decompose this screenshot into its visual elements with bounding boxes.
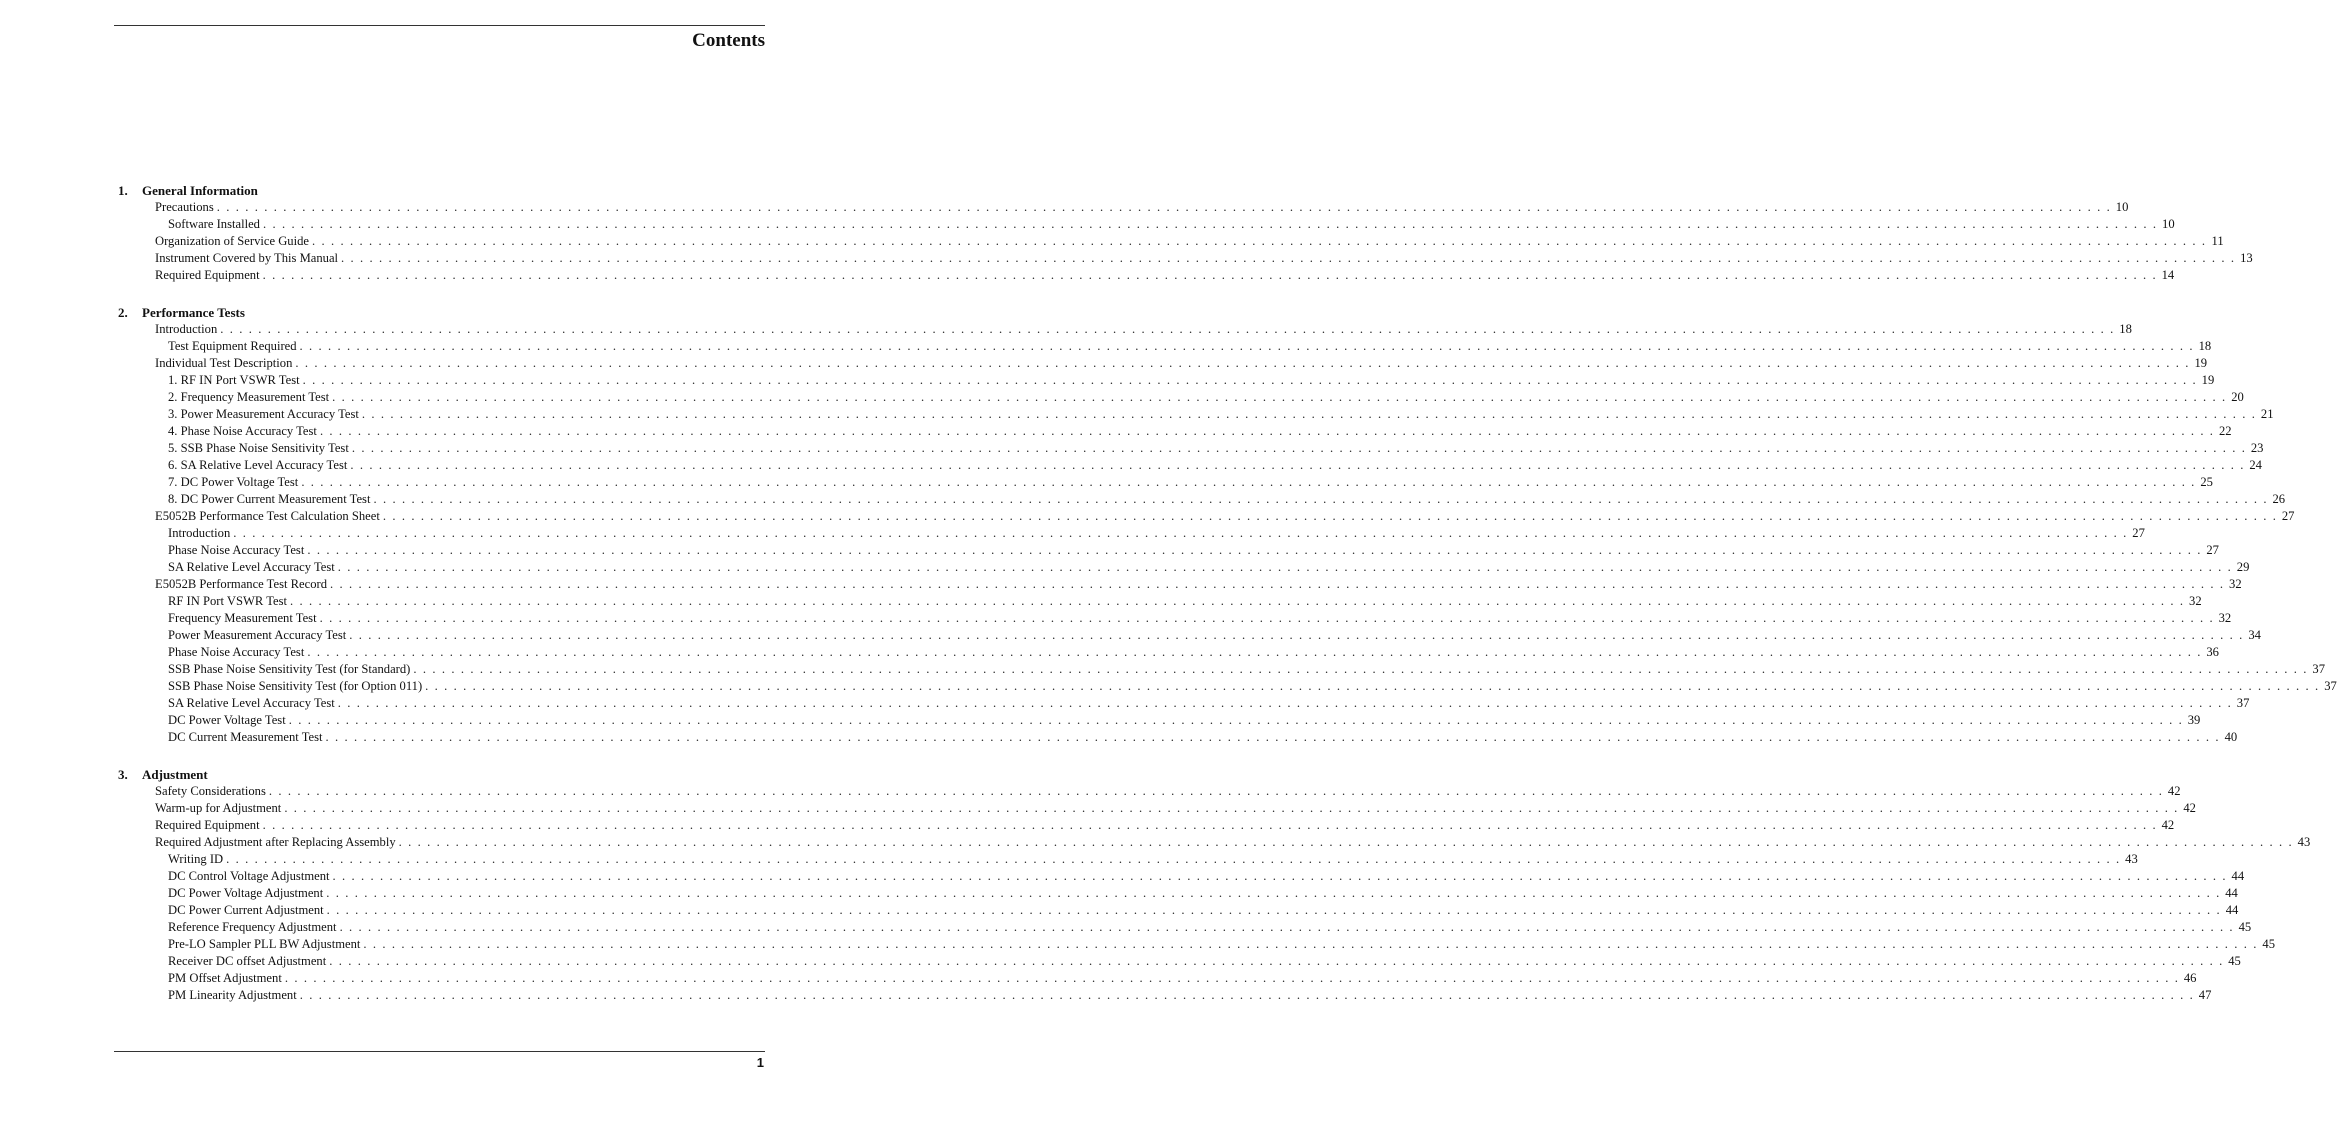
toc-entry[interactable] [118,834,2311,851]
dot-leader: . . . . . . . . . . . . . . . . . . . . . . . . . . . . . . . . . . . . . . . . . . . . . . . . . . . . . . . . . . . . . . . . . . . . . . . . . . . . . . . . . . . . . . . . . . . . . . . . . . . . . . . . . . . . . . . . . . . . . . . . . . . . . . . . . . . . . . . . . . . . . . . . . . . . . . . . . . . . . . . . . . . . . . . . . . . . . . . . . . . . . . . . . . . . . . . . . . . . . . . . [382,509,2278,523]
toc-entry[interactable] [118,525,2145,542]
dot-leader: . . . . . . . . . . . . . . . . . . . . . . . . . . . . . . . . . . . . . . . . . . . . . . . . . . . . . . . . . . . . . . . . . . . . . . . . . . . . . . . . . . . . . . . . . . . . . . . . . . . . . . . . . . . . . . . . . . . . . . . . . . . . . . . . . . . . . . . . . . . . . . . . . . . . . . . . . . . . . . . . . . . . . . . . . . . . . . . . . . . . . . . . . . . . . . . . . . . . . . . . [299,339,2195,353]
toc-entry[interactable] [118,661,2325,678]
toc-entry[interactable] [118,644,2219,661]
toc-entry[interactable] [118,695,2250,712]
dot-leader: . . . . . . . . . . . . . . . . . . . . . . . . . . . . . . . . . . . . . . . . . . . . . . . . . . . . . . . . . . . . . . . . . . . . . . . . . . . . . . . . . . . . . . . . . . . . . . . . . . . . . . . . . . . . . . . . . . . . . . . . . . . . . . . . . . . . . . . . . . . . . . . . . . . . . . . . . . . . . . . . . . . . . . . . . . . . . . . . . . . . . . . . . . . . . . . . . . . . . . . . [307,645,2202,659]
toc-entry-label: Receiver DC offset Adjustment [168,954,327,968]
dot-leader: . . . . . . . . . . . . . . . . . . . . . . . . . . . . . . . . . . . . . . . . . . . . . . . . . . . . . . . . . . . . . . . . . . . . . . . . . . . . . . . . . . . . . . . . . . . . . . . . . . . . . . . . . . . . . . . . . . . . . . . . . . . . . . . . . . . . . . . . . . . . . . . . . . . . . . . . . . . . . . . . . . . . . . . . . . . . . . . . . . . . . . . . . . . . . . . . . . . . . . . . [312,234,2207,248]
toc-entry[interactable] [118,474,2213,491]
toc-entry[interactable] [118,868,2245,885]
toc-entry-page: 11 [2211,234,2224,248]
dot-leader: . . . . . . . . . . . . . . . . . . . . . . . . . . . . . . . . . . . . . . . . . . . . . . . . . . . . . . . . . . . . . . . . . . . . . . . . . . . . . . . . . . . . . . . . . . . . . . . . . . . . . . . . . . . . . . . . . . . . . . . . . . . . . . . . . . . . . . . . . . . . . . . . . . . . . . . . . . . . . . . . . . . . . . . . . . . . . . . . . . . . . . . . . . . . . . . . . . . . . . . . [262,268,2158,282]
toc-entry[interactable] [118,389,2244,406]
toc-entry[interactable] [118,199,2129,216]
toc-entry-page: 44 [2231,869,2245,883]
toc-entry-label: Organization of Service Guide [155,234,309,248]
toc-entry-label: 1. RF IN Port VSWR Test [168,373,300,387]
toc-entry-label: 6. SA Relative Level Accuracy Test [168,458,348,472]
toc-entry-label: 8. DC Power Current Measurement Test [168,492,371,506]
toc-chapter [118,766,2311,1004]
toc-entry[interactable] [118,885,2238,902]
dot-leader: . . . . . . . . . . . . . . . . . . . . . . . . . . . . . . . . . . . . . . . . . . . . . . . . . . . . . . . . . . . . . . . . . . . . . . . . . . . . . . . . . . . . . . . . . . . . . . . . . . . . . . . . . . . . . . . . . . . . . . . . . . . . . . . . . . . . . . . . . . . . . . . . . . . . . . . . . . . . . . . . . . . . . . . . . . . . . . . . . . . . . . . . . . . . . . . . . . . . . . . . [262,217,2158,231]
toc-entry[interactable] [118,783,2181,800]
toc-entry-page: 29 [2236,560,2250,574]
toc-entry[interactable] [118,457,2262,474]
toc-entry[interactable] [118,321,2132,338]
toc-entry-page: 45 [2262,937,2276,951]
chapter-number: 3. [118,767,128,782]
toc-entry-label: Test Equipment Required [168,339,297,353]
toc-entry-page: 27 [2206,543,2219,557]
toc-entry-page: 37 [2324,679,2337,693]
chapter-heading[interactable] [118,304,765,321]
toc-entry-label: Individual Test Description [155,356,293,370]
toc-entry[interactable] [118,491,2286,508]
toc-entry-label: PM Offset Adjustment [168,971,282,985]
dot-leader: . . . . . . . . . . . . . . . . . . . . . . . . . . . . . . . . . . . . . . . . . . . . . . . . . . . . . . . . . . . . . . . . . . . . . . . . . . . . . . . . . . . . . . . . . . . . . . . . . . . . . . . . . . . . . . . . . . . . . . . . . . . . . . . . . . . . . . . . . . . . . . . . . . . . . . . . . . . . . . . . . . . . . . . . . . . . . . . . . . . . . . . . . . . . . . . . . . . . . . . . [307,543,2202,557]
toc-entry[interactable] [118,902,2239,919]
dot-leader: . . . . . . . . . . . . . . . . . . . . . . . . . . . . . . . . . . . . . . . . . . . . . . . . . . . . . . . . . . . . . . . . . . . . . . . . . . . . . . . . . . . . . . . . . . . . . . . . . . . . . . . . . . . . . . . . . . . . . . . . . . . . . . . . . . . . . . . . . . . . . . . . . . . . . . . . . . . . . . . . . . . . . . . . . . . . . . . . . . . . . . . . . . . . . . . . . . . . . . . . [329,954,2224,968]
toc-entry-page: 36 [2206,645,2219,659]
toc-entry-label: 7. DC Power Voltage Test [168,475,299,489]
toc-entry-label: Power Measurement Accuracy Test [168,628,347,642]
toc-entry-label: Writing ID [168,852,224,866]
toc-entry[interactable] [118,800,2196,817]
toc-entry-label: Pre-LO Sampler PLL BW Adjustment [168,937,361,951]
dot-leader: . . . . . . . . . . . . . . . . . . . . . . . . . . . . . . . . . . . . . . . . . . . . . . . . . . . . . . . . . . . . . . . . . . . . . . . . . . . . . . . . . . . . . . . . . . . . . . . . . . . . . . . . . . . . . . . . . . . . . . . . . . . . . . . . . . . . . . . . . . . . . . . . . . . . . . . . . . . . . . . . . . . . . . . . . . . . . . . . . . . . . . . . . . . . . . . . . . . . . . . . [361,407,2257,421]
dot-leader: . . . . . . . . . . . . . . . . . . . . . . . . . . . . . . . . . . . . . . . . . . . . . . . . . . . . . . . . . . . . . . . . . . . . . . . . . . . . . . . . . . . . . . . . . . . . . . . . . . . . . . . . . . . . . . . . . . . . . . . . . . . . . . . . . . . . . . . . . . . . . . . . . . . . . . . . . . . . . . . . . . . . . . . . . . . . . . . . . . . . . . . . . . . . . . . . . . . . . . . . [351,441,2247,455]
toc-entry-label: Introduction [155,322,218,336]
toc-entry-label: SSB Phase Noise Sensitivity Test (for Option 011) [168,679,423,693]
dot-leader: . . . . . . . . . . . . . . . . . . . . . . . . . . . . . . . . . . . . . . . . . . . . . . . . . . . . . . . . . . . . . . . . . . . . . . . . . . . . . . . . . . . . . . . . . . . . . . . . . . . . . . . . . . . . . . . . . . . . . . . . . . . . . . . . . . . . . . . . . . . . . . . . . . . . . . . . . . . . . . . . . . . . . . . . . . . . . . . . . . . . . . . . . . . . . . . . . . . . . . . . [299,988,2195,1002]
toc-entry-label: Precautions [155,200,214,214]
toc-entry-label: Frequency Measurement Test [168,611,317,625]
dot-leader: . . . . . . . . . . . . . . . . . . . . . . . . . . . . . . . . . . . . . . . . . . . . . . . . . . . . . . . . . . . . . . . . . . . . . . . . . . . . . . . . . . . . . . . . . . . . . . . . . . . . . . . . . . . . . . . . . . . . . . . . . . . . . . . . . . . . . . . . . . . . . . . . . . . . . . . . . . . . . . . . . . . . . . . . . . . . . . . . . . . . . . . . . . . . . . . . . . . . . . . . [325,730,2221,744]
chapter-heading[interactable] [118,766,765,783]
toc-entry[interactable] [118,817,2175,834]
dot-leader: . . . . . . . . . . . . . . . . . . . . . . . . . . . . . . . . . . . . . . . . . . . . . . . . . . . . . . . . . . . . . . . . . . . . . . . . . . . . . . . . . . . . . . . . . . . . . . . . . . . . . . . . . . . . . . . . . . . . . . . . . . . . . . . . . . . . . . . . . . . . . . . . . . . . . . . . . . . . . . . . . . . . . . . . . . . . . . . . . . . . . . . . . . . . . . . . . . . . . . . . [373,492,2269,506]
toc-entry-page: 20 [2231,390,2244,404]
dot-leader: . . . . . . . . . . . . . . . . . . . . . . . . . . . . . . . . . . . . . . . . . . . . . . . . . . . . . . . . . . . . . . . . . . . . . . . . . . . . . . . . . . . . . . . . . . . . . . . . . . . . . . . . . . . . . . . . . . . . . . . . . . . . . . . . . . . . . . . . . . . . . . . . . . . . . . . . . . . . . . . . . . . . . . . . . . . . . . . . . . . . . . . . . . . . . . . . . . . . . . . . [339,920,2235,934]
toc-entry-page: 18 [2198,339,2212,353]
chapter-number: 1. [118,183,128,198]
toc-entry[interactable] [118,610,2232,627]
toc-entry-page: 42 [2161,818,2175,832]
toc-entry-page: 27 [2281,509,2295,523]
chapter-title: Performance Tests [142,305,245,320]
toc-entry-label: SSB Phase Noise Sensitivity Test (for Standard) [168,662,411,676]
toc-entry-label: Warm-up for Adjustment [155,801,282,815]
dot-leader: . . . . . . . . . . . . . . . . . . . . . . . . . . . . . . . . . . . . . . . . . . . . . . . . . . . . . . . . . . . . . . . . . . . . . . . . . . . . . . . . . . . . . . . . . . . . . . . . . . . . . . . . . . . . . . . . . . . . . . . . . . . . . . . . . . . . . . . . . . . . . . . . . . . . . . . . . . . . . . . . . . . . . . . . . . . . . . . . . . . . . . . . . . . . . . . . . . . . . . . . [262,818,2158,832]
toc-entry-label: DC Power Voltage Test [168,713,286,727]
toc-entry-page: 13 [2240,251,2253,265]
dot-leader: . . . . . . . . . . . . . . . . . . . . . . . . . . . . . . . . . . . . . . . . . . . . . . . . . . . . . . . . . . . . . . . . . . . . . . . . . . . . . . . . . . . . . . . . . . . . . . . . . . . . . . . . . . . . . . . . . . . . . . . . . . . . . . . . . . . . . . . . . . . . . . . . . . . . . . . . . . . . . . . . . . . . . . . . . . . . . . . . . . . . . . . . . . . . . . . . . . . . . . . . [363,937,2259,951]
toc-entry-label: 3. Power Measurement Accuracy Test [168,407,359,421]
toc-entry-label: RF IN Port VSWR Test [168,594,288,608]
toc-entry[interactable] [118,576,2242,593]
dot-leader: . . . . . . . . . . . . . . . . . . . . . . . . . . . . . . . . . . . . . . . . . . . . . . . . . . . . . . . . . . . . . . . . . . . . . . . . . . . . . . . . . . . . . . . . . . . . . . . . . . . . . . . . . . . . . . . . . . . . . . . . . . . . . . . . . . . . . . . . . . . . . . . . . . . . . . . . . . . . . . . . . . . . . . . . . . . . . . . . . . . . . . . . . . . . . . . . . . . . . . . . [398,835,2294,849]
toc-entry-label: Required Adjustment after Replacing Assembly [155,835,396,849]
toc-entry[interactable] [118,508,2295,525]
toc-entry[interactable] [118,440,2264,457]
dot-leader: . . . . . . . . . . . . . . . . . . . . . . . . . . . . . . . . . . . . . . . . . . . . . . . . . . . . . . . . . . . . . . . . . . . . . . . . . . . . . . . . . . . . . . . . . . . . . . . . . . . . . . . . . . . . . . . . . . . . . . . . . . . . . . . . . . . . . . . . . . . . . . . . . . . . . . . . . . . . . . . . . . . . . . . . . . . . . . . . . . . . . . . . . . . . . . . . . . . . . . . . [332,869,2228,883]
toc-entry-page: 24 [2249,458,2262,472]
dot-leader: . . . . . . . . . . . . . . . . . . . . . . . . . . . . . . . . . . . . . . . . . . . . . . . . . . . . . . . . . . . . . . . . . . . . . . . . . . . . . . . . . . . . . . . . . . . . . . . . . . . . . . . . . . . . . . . . . . . . . . . . . . . . . . . . . . . . . . . . . . . . . . . . . . . . . . . . . . . . . . . . . . . . . . . . . . . . . . . . . . . . . . . . . . . . . . . . . . . . . . . . [319,611,2215,625]
toc-entry-label: PM Linearity Adjustment [168,988,297,1002]
toc-entry-label: Phase Noise Accuracy Test [168,645,305,659]
dot-leader: . . . . . . . . . . . . . . . . . . . . . . . . . . . . . . . . . . . . . . . . . . . . . . . . . . . . . . . . . . . . . . . . . . . . . . . . . . . . . . . . . . . . . . . . . . . . . . . . . . . . . . . . . . . . . . . . . . . . . . . . . . . . . . . . . . . . . . . . . . . . . . . . . . . . . . . . . . . . . . . . . . . . . . . . . . . . . . . . . . . . . . . . . . . . . . . . . . . . . . . . [290,594,2185,608]
toc-entry[interactable] [118,678,2337,695]
toc-entry-label: Reference Frequency Adjustment [168,920,337,934]
dot-leader: . . . . . . . . . . . . . . . . . . . . . . . . . . . . . . . . . . . . . . . . . . . . . . . . . . . . . . . . . . . . . . . . . . . . . . . . . . . . . . . . . . . . . . . . . . . . . . . . . . . . . . . . . . . . . . . . . . . . . . . . . . . . . . . . . . . . . . . . . . . . . . . . . . . . . . . . . . . . . . . . . . . . . . . . . . . . . . . . . . . . . . . . . . . . . . . . . . . . . . . . [220,322,2115,336]
toc-chapter [118,304,2337,746]
toc-entry[interactable] [118,423,2232,440]
toc-entry-page: 22 [2218,424,2232,438]
toc-entry[interactable] [118,559,2250,576]
toc-entry-page: 40 [2224,730,2238,744]
dot-leader: . . . . . . . . . . . . . . . . . . . . . . . . . . . . . . . . . . . . . . . . . . . . . . . . . . . . . . . . . . . . . . . . . . . . . . . . . . . . . . . . . . . . . . . . . . . . . . . . . . . . . . . . . . . . . . . . . . . . . . . . . . . . . . . . . . . . . . . . . . . . . . . . . . . . . . . . . . . . . . . . . . . . . . . . . . . . . . . . . . . . . . . . . . . . . . . . . . . . . . . . [326,903,2222,917]
dot-leader: . . . . . . . . . . . . . . . . . . . . . . . . . . . . . . . . . . . . . . . . . . . . . . . . . . . . . . . . . . . . . . . . . . . . . . . . . . . . . . . . . . . . . . . . . . . . . . . . . . . . . . . . . . . . . . . . . . . . . . . . . . . . . . . . . . . . . . . . . . . . . . . . . . . . . . . . . . . . . . . . . . . . . . . . . . . . . . . . . . . . . . . . . . . . . . . . . . . . . . . . [337,560,2233,574]
toc-entry-page: 10 [2115,200,2129,214]
toc-entry-page: 42 [2183,801,2196,815]
toc-entry[interactable] [118,250,2253,267]
header-rule [114,25,765,26]
toc-entry-page: 44 [2225,886,2238,900]
toc-entry-label: Safety Considerations [155,784,266,798]
toc-entry[interactable] [118,987,2212,1004]
toc-entry-label: Software Installed [168,217,260,231]
toc-entry-page: 27 [2132,526,2145,540]
toc-entry-label: DC Control Voltage Adjustment [168,869,330,883]
toc-entry-label: SA Relative Level Accuracy Test [168,696,335,710]
toc-entry-label: 5. SSB Phase Noise Sensitivity Test [168,441,349,455]
toc-entry[interactable] [118,593,2202,610]
toc-entry-label: E5052B Performance Test Calculation Sheet [155,509,380,523]
footer-rule [114,1051,765,1052]
toc-entry-page: 32 [2189,594,2202,608]
toc-entry-page: 26 [2272,492,2286,506]
toc-entry-page: 19 [2201,373,2215,387]
toc-entry[interactable] [118,542,2219,559]
toc-entry-page: 14 [2161,268,2175,282]
toc-entry-label: DC Power Current Adjustment [168,903,324,917]
toc-entry-label: 4. Phase Noise Accuracy Test [168,424,317,438]
dot-leader: . . . . . . . . . . . . . . . . . . . . . . . . . . . . . . . . . . . . . . . . . . . . . . . . . . . . . . . . . . . . . . . . . . . . . . . . . . . . . . . . . . . . . . . . . . . . . . . . . . . . . . . . . . . . . . . . . . . . . . . . . . . . . . . . . . . . . . . . . . . . . . . . . . . . . . . . . . . . . . . . . . . . . . . . . . . . . . . . . . . . . . . . . . . . . . . . . . . . . . . . [319,424,2215,438]
toc-entry[interactable] [118,953,2241,970]
toc-entry-page: 21 [2260,407,2274,421]
toc-entry[interactable] [118,267,2175,284]
dot-leader: . . . . . . . . . . . . . . . . . . . . . . . . . . . . . . . . . . . . . . . . . . . . . . . . . . . . . . . . . . . . . . . . . . . . . . . . . . . . . . . . . . . . . . . . . . . . . . . . . . . . . . . . . . . . . . . . . . . . . . . . . . . . . . . . . . . . . . . . . . . . . . . . . . . . . . . . . . . . . . . . . . . . . . . . . . . . . . . . . . . . . . . . . . . . . . . . . . . . . . . . [302,373,2198,387]
dot-leader: . . . . . . . . . . . . . . . . . . . . . . . . . . . . . . . . . . . . . . . . . . . . . . . . . . . . . . . . . . . . . . . . . . . . . . . . . . . . . . . . . . . . . . . . . . . . . . . . . . . . . . . . . . . . . . . . . . . . . . . . . . . . . . . . . . . . . . . . . . . . . . . . . . . . . . . . . . . . . . . . . . . . . . . . . . . . . . . . . . . . . . . . . . . . . . . . . . . . . . . . [332,390,2227,404]
toc-entry[interactable] [118,970,2197,987]
dot-leader: . . . . . . . . . . . . . . . . . . . . . . . . . . . . . . . . . . . . . . . . . . . . . . . . . . . . . . . . . . . . . . . . . . . . . . . . . . . . . . . . . . . . . . . . . . . . . . . . . . . . . . . . . . . . . . . . . . . . . . . . . . . . . . . . . . . . . . . . . . . . . . . . . . . . . . . . . . . . . . . . . . . . . . . . . . . . . . . . . . . . . . . . . . . . . . . . . . . . . . . . [301,475,2196,489]
toc-entry[interactable] [118,355,2208,372]
chapter-heading[interactable] [118,182,765,199]
toc-entry-page: 46 [2183,971,2197,985]
toc-entry-label: Instrument Covered by This Manual [155,251,339,265]
toc-entry-page: 25 [2200,475,2213,489]
chapter-title: General Information [142,183,258,198]
toc-entry[interactable] [118,233,2224,250]
toc-entry-page: 18 [2119,322,2132,336]
toc-entry[interactable] [118,627,2261,644]
toc-entry-label: 2. Frequency Measurement Test [168,390,330,404]
toc-entry[interactable] [118,372,2215,389]
toc-entry-page: 10 [2162,217,2175,231]
toc-chapter [118,182,2253,284]
dot-leader: . . . . . . . . . . . . . . . . . . . . . . . . . . . . . . . . . . . . . . . . . . . . . . . . . . . . . . . . . . . . . . . . . . . . . . . . . . . . . . . . . . . . . . . . . . . . . . . . . . . . . . . . . . . . . . . . . . . . . . . . . . . . . . . . . . . . . . . . . . . . . . . . . . . . . . . . . . . . . . . . . . . . . . . . . . . . . . . . . . . . . . . . . . . . . . . . . . . . . . . . [233,526,2128,540]
toc-entry-label: Introduction [168,526,231,540]
toc-entry-label: Phase Noise Accuracy Test [168,543,305,557]
toc-entry-page: 45 [2228,954,2241,968]
page-number: 1 [756,1055,764,1070]
toc-entry-label: DC Current Measurement Test [168,730,323,744]
toc-entry-page: 32 [2218,611,2232,625]
dot-leader: . . . . . . . . . . . . . . . . . . . . . . . . . . . . . . . . . . . . . . . . . . . . . . . . . . . . . . . . . . . . . . . . . . . . . . . . . . . . . . . . . . . . . . . . . . . . . . . . . . . . . . . . . . . . . . . . . . . . . . . . . . . . . . . . . . . . . . . . . . . . . . . . . . . . . . . . . . . . . . . . . . . . . . . . . . . . . . . . . . . . . . . . . . . . . . . . . . . . . . . . [284,971,2180,985]
dot-leader: . . . . . . . . . . . . . . . . . . . . . . . . . . . . . . . . . . . . . . . . . . . . . . . . . . . . . . . . . . . . . . . . . . . . . . . . . . . . . . . . . . . . . . . . . . . . . . . . . . . . . . . . . . . . . . . . . . . . . . . . . . . . . . . . . . . . . . . . . . . . . . . . . . . . . . . . . . . . . . . . . . . . . . . . . . . . . . . . . . . . . . . . . . . . . . . . . . . . . . . . [288,713,2184,727]
toc-entry[interactable] [118,338,2212,355]
dot-leader: . . . . . . . . . . . . . . . . . . . . . . . . . . . . . . . . . . . . . . . . . . . . . . . . . . . . . . . . . . . . . . . . . . . . . . . . . . . . . . . . . . . . . . . . . . . . . . . . . . . . . . . . . . . . . . . . . . . . . . . . . . . . . . . . . . . . . . . . . . . . . . . . . . . . . . . . . . . . . . . . . . . . . . . . . . . . . . . . . . . . . . . . . . . . . . . . . . . . . . . . [295,356,2191,370]
toc-entry-page: 37 [2236,696,2250,710]
toc-entry-page: 23 [2250,441,2264,455]
page-title: Contents [692,30,765,51]
toc-entry[interactable] [118,729,2238,746]
dot-leader: . . . . . . . . . . . . . . . . . . . . . . . . . . . . . . . . . . . . . . . . . . . . . . . . . . . . . . . . . . . . . . . . . . . . . . . . . . . . . . . . . . . . . . . . . . . . . . . . . . . . . . . . . . . . . . . . . . . . . . . . . . . . . . . . . . . . . . . . . . . . . . . . . . . . . . . . . . . . . . . . . . . . . . . . . . . . . . . . . . . . . . . . . . . . . . . . . . . . . . . . [216,200,2112,214]
toc-entry-page: 39 [2187,713,2201,727]
toc-entry-label: Required Equipment [155,818,260,832]
toc-entry[interactable] [118,919,2252,936]
toc-entry-page: 19 [2194,356,2208,370]
toc-entry-page: 34 [2248,628,2261,642]
dot-leader: . . . . . . . . . . . . . . . . . . . . . . . . . . . . . . . . . . . . . . . . . . . . . . . . . . . . . . . . . . . . . . . . . . . . . . . . . . . . . . . . . . . . . . . . . . . . . . . . . . . . . . . . . . . . . . . . . . . . . . . . . . . . . . . . . . . . . . . . . . . . . . . . . . . . . . . . . . . . . . . . . . . . . . . . . . . . . . . . . . . . . . . . . . . . . . . . . . . . . . . . [413,662,2308,676]
dot-leader: . . . . . . . . . . . . . . . . . . . . . . . . . . . . . . . . . . . . . . . . . . . . . . . . . . . . . . . . . . . . . . . . . . . . . . . . . . . . . . . . . . . . . . . . . . . . . . . . . . . . . . . . . . . . . . . . . . . . . . . . . . . . . . . . . . . . . . . . . . . . . . . . . . . . . . . . . . . . . . . . . . . . . . . . . . . . . . . . . . . . . . . . . . . . . . . . . . . . . . . . [350,458,2245,472]
toc-entry-label: E5052B Performance Test Record [155,577,328,591]
toc-entry[interactable] [118,936,2276,953]
toc-entry-page: 42 [2167,784,2181,798]
toc-entry-label: SA Relative Level Accuracy Test [168,560,335,574]
dot-leader: . . . . . . . . . . . . . . . . . . . . . . . . . . . . . . . . . . . . . . . . . . . . . . . . . . . . . . . . . . . . . . . . . . . . . . . . . . . . . . . . . . . . . . . . . . . . . . . . . . . . . . . . . . . . . . . . . . . . . . . . . . . . . . . . . . . . . . . . . . . . . . . . . . . . . . . . . . . . . . . . . . . . . . . . . . . . . . . . . . . . . . . . . . . . . . . . . . . . . . . . [268,784,2164,798]
dot-leader: . . . . . . . . . . . . . . . . . . . . . . . . . . . . . . . . . . . . . . . . . . . . . . . . . . . . . . . . . . . . . . . . . . . . . . . . . . . . . . . . . . . . . . . . . . . . . . . . . . . . . . . . . . . . . . . . . . . . . . . . . . . . . . . . . . . . . . . . . . . . . . . . . . . . . . . . . . . . . . . . . . . . . . . . . . . . . . . . . . . . . . . . . . . . . . . . . . . . . . . . [326,886,2221,900]
toc-entry-label: Required Equipment [155,268,260,282]
table-of-contents [118,182,2337,1024]
dot-leader: . . . . . . . . . . . . . . . . . . . . . . . . . . . . . . . . . . . . . . . . . . . . . . . . . . . . . . . . . . . . . . . . . . . . . . . . . . . . . . . . . . . . . . . . . . . . . . . . . . . . . . . . . . . . . . . . . . . . . . . . . . . . . . . . . . . . . . . . . . . . . . . . . . . . . . . . . . . . . . . . . . . . . . . . . . . . . . . . . . . . . . . . . . . . . . . . . . . . . . . . [337,696,2233,710]
toc-entry-page: 43 [2297,835,2311,849]
chapter-number: 2. [118,305,128,320]
chapter-title: Adjustment [142,767,208,782]
toc-entry-label: DC Power Voltage Adjustment [168,886,324,900]
dot-leader: . . . . . . . . . . . . . . . . . . . . . . . . . . . . . . . . . . . . . . . . . . . . . . . . . . . . . . . . . . . . . . . . . . . . . . . . . . . . . . . . . . . . . . . . . . . . . . . . . . . . . . . . . . . . . . . . . . . . . . . . . . . . . . . . . . . . . . . . . . . . . . . . . . . . . . . . . . . . . . . . . . . . . . . . . . . . . . . . . . . . . . . . . . . . . . . . . . . . . . . . [226,852,2121,866]
dot-leader: . . . . . . . . . . . . . . . . . . . . . . . . . . . . . . . . . . . . . . . . . . . . . . . . . . . . . . . . . . . . . . . . . . . . . . . . . . . . . . . . . . . . . . . . . . . . . . . . . . . . . . . . . . . . . . . . . . . . . . . . . . . . . . . . . . . . . . . . . . . . . . . . . . . . . . . . . . . . . . . . . . . . . . . . . . . . . . . . . . . . . . . . . . . . . . . . . . . . . . . . [284,801,2179,815]
dot-leader: . . . . . . . . . . . . . . . . . . . . . . . . . . . . . . . . . . . . . . . . . . . . . . . . . . . . . . . . . . . . . . . . . . . . . . . . . . . . . . . . . . . . . . . . . . . . . . . . . . . . . . . . . . . . . . . . . . . . . . . . . . . . . . . . . . . . . . . . . . . . . . . . . . . . . . . . . . . . . . . . . . . . . . . . . . . . . . . . . . . . . . . . . . . . . . . . . . . . . . . . [425,679,2320,693]
toc-entry-page: 45 [2238,920,2252,934]
toc-entry[interactable] [118,851,2138,868]
toc-entry-page: 43 [2125,852,2138,866]
dot-leader: . . . . . . . . . . . . . . . . . . . . . . . . . . . . . . . . . . . . . . . . . . . . . . . . . . . . . . . . . . . . . . . . . . . . . . . . . . . . . . . . . . . . . . . . . . . . . . . . . . . . . . . . . . . . . . . . . . . . . . . . . . . . . . . . . . . . . . . . . . . . . . . . . . . . . . . . . . . . . . . . . . . . . . . . . . . . . . . . . . . . . . . . . . . . . . . . . . . . . . . . [341,251,2236,265]
toc-entry[interactable] [118,712,2201,729]
dot-leader: . . . . . . . . . . . . . . . . . . . . . . . . . . . . . . . . . . . . . . . . . . . . . . . . . . . . . . . . . . . . . . . . . . . . . . . . . . . . . . . . . . . . . . . . . . . . . . . . . . . . . . . . . . . . . . . . . . . . . . . . . . . . . . . . . . . . . . . . . . . . . . . . . . . . . . . . . . . . . . . . . . . . . . . . . . . . . . . . . . . . . . . . . . . . . . . . . . . . . . . . [349,628,2244,642]
toc-entry-page: 32 [2229,577,2242,591]
dot-leader: . . . . . . . . . . . . . . . . . . . . . . . . . . . . . . . . . . . . . . . . . . . . . . . . . . . . . . . . . . . . . . . . . . . . . . . . . . . . . . . . . . . . . . . . . . . . . . . . . . . . . . . . . . . . . . . . . . . . . . . . . . . . . . . . . . . . . . . . . . . . . . . . . . . . . . . . . . . . . . . . . . . . . . . . . . . . . . . . . . . . . . . . . . . . . . . . . . . . . . . . [330,577,2225,591]
toc-entry-page: 37 [2312,662,2325,676]
toc-entry[interactable] [118,216,2175,233]
toc-entry-page: 47 [2198,988,2212,1002]
toc-entry-page: 44 [2225,903,2239,917]
toc-entry[interactable] [118,406,2274,423]
